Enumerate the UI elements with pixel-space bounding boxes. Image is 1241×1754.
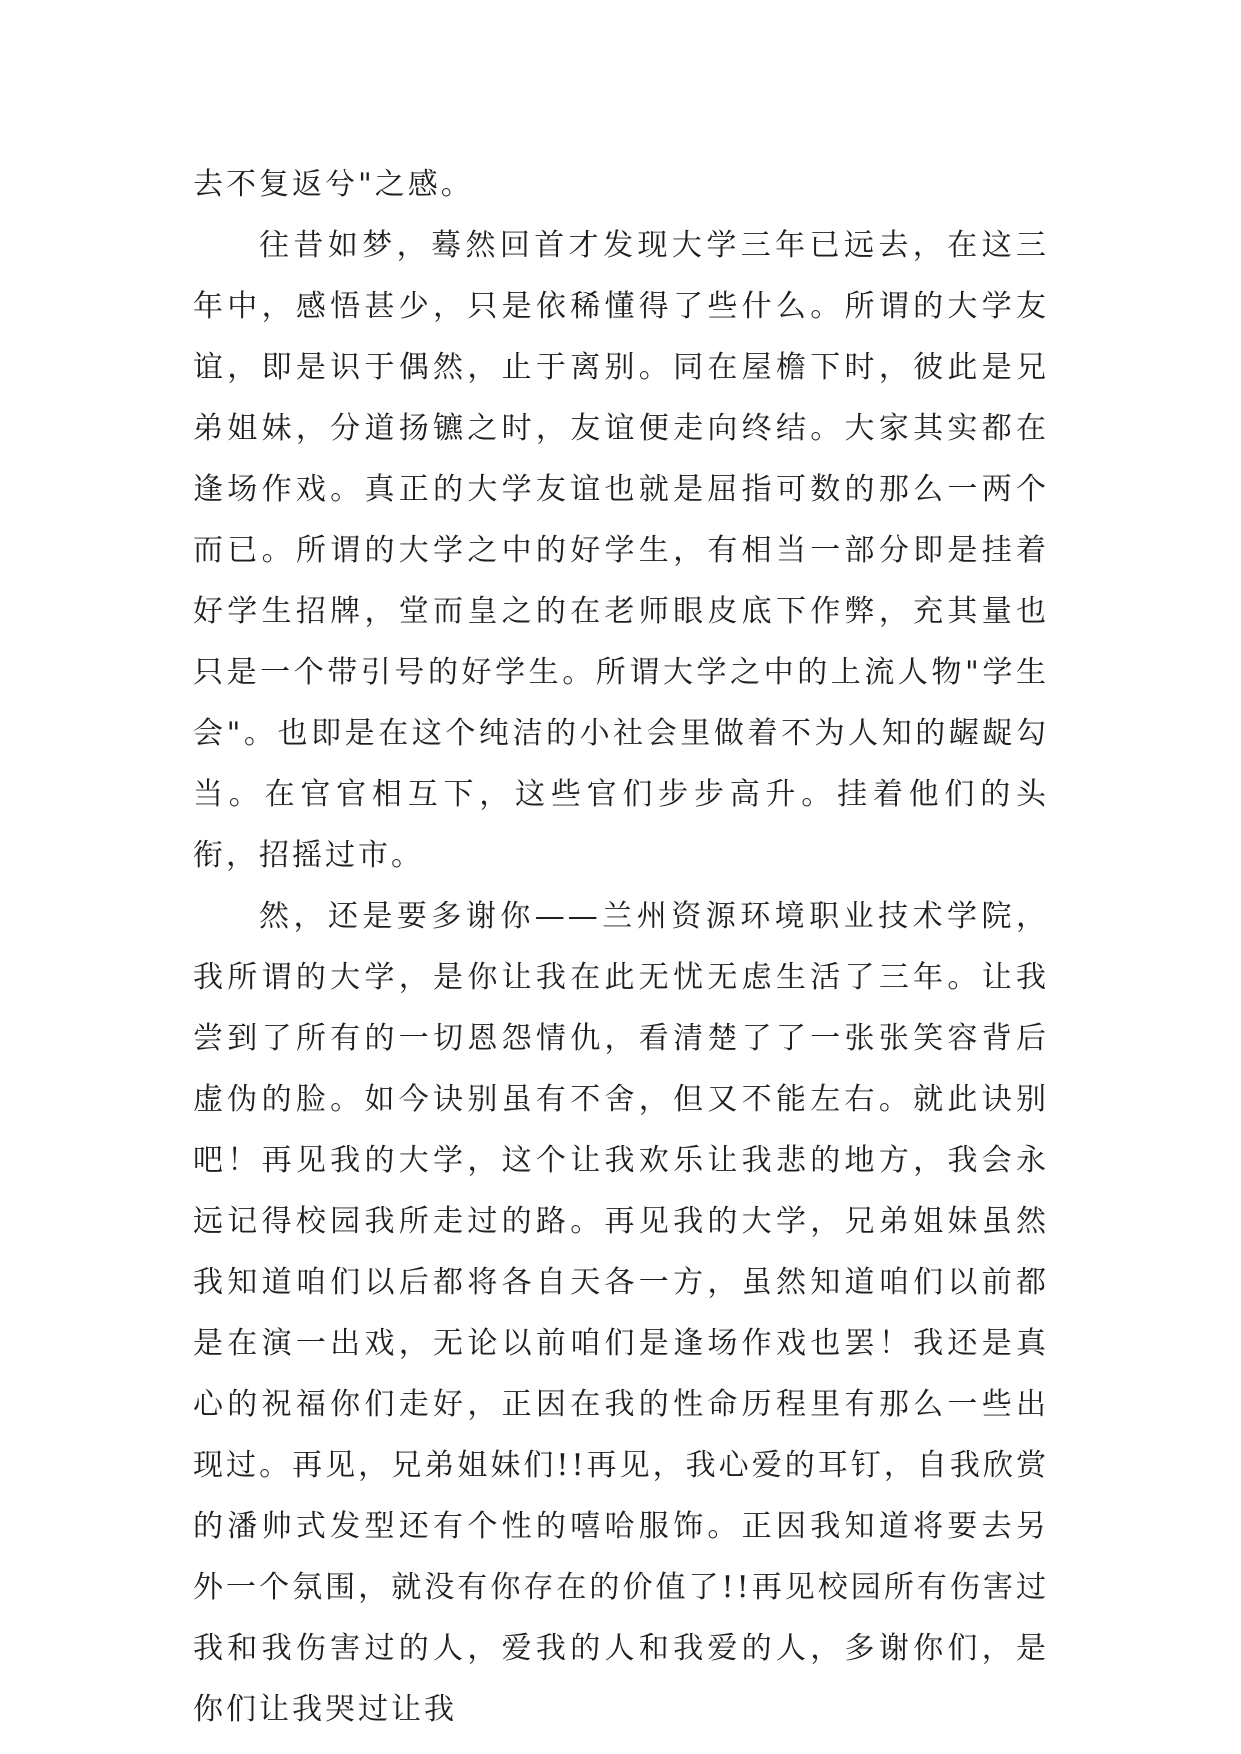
paragraph-continuation: 去不复返兮"之感。 xyxy=(193,167,474,202)
document-body xyxy=(193,154,1049,1740)
paragraph-university-reflection: 往昔如梦，蓦然回首才发现大学三年已远去，在这三年中，感悟甚少，只是依稀懂得了些什么。所谓的大学友谊，即是识于偶然，止于离别。同在屋檐下时，彼此是兄弟姐妹，分道扬镳之时，友谊便走向终结。大家其实都在逢场作戏。真正的大学友谊也就是屈指可数的那么一两个而已。所谓的大学之中的好学生，有相当一部分即是挂着好学生招牌，堂而皇之的在老师眼皮底下作弊，充其量也只是一个带引号的好学生。所谓大学之中的上流人物"学生会"。也即是在这个纯洁的小社会里做着不为人知的龌龊勾当。在官官相互下，这些官们步步高升。挂着他们的头衔，招摇过市。 xyxy=(193,228,1049,873)
paragraph-farewell: 然，还是要多谢你——兰州资源环境职业技术学院，我所谓的大学，是你让我在此无忧无虑生活了三年。让我尝到了所有的一切恩怨情仇，看清楚了了一张张笑容背后虚伪的脸。如今诀别虽有不舍，但又不能左右。就此诀别吧！再见我的大学，这个让我欢乐让我悲的地方，我会永远记得校园我所走过的路。再见我的大学，兄弟姐妹虽然我知道咱们以后都将各自天各一方，虽然知道咱们以前都是在演一出戏，无论以前咱们是逢场作戏也罢！我还是真心的祝福你们走好，正因在我的性命历程里有那么一些出现过。再见，兄弟姐妹们!!再见，我心爱的耳钉，自我欣赏的潘帅式发型还有个性的嘻哈服饰。正因我知道将要去另外一个氛围，就没有你存在的价值了!!再见校园所有伤害过我和我伤害过的人，爱我的人和我爱的人，多谢你们，是你们让我哭过让我 xyxy=(193,899,1049,1727)
